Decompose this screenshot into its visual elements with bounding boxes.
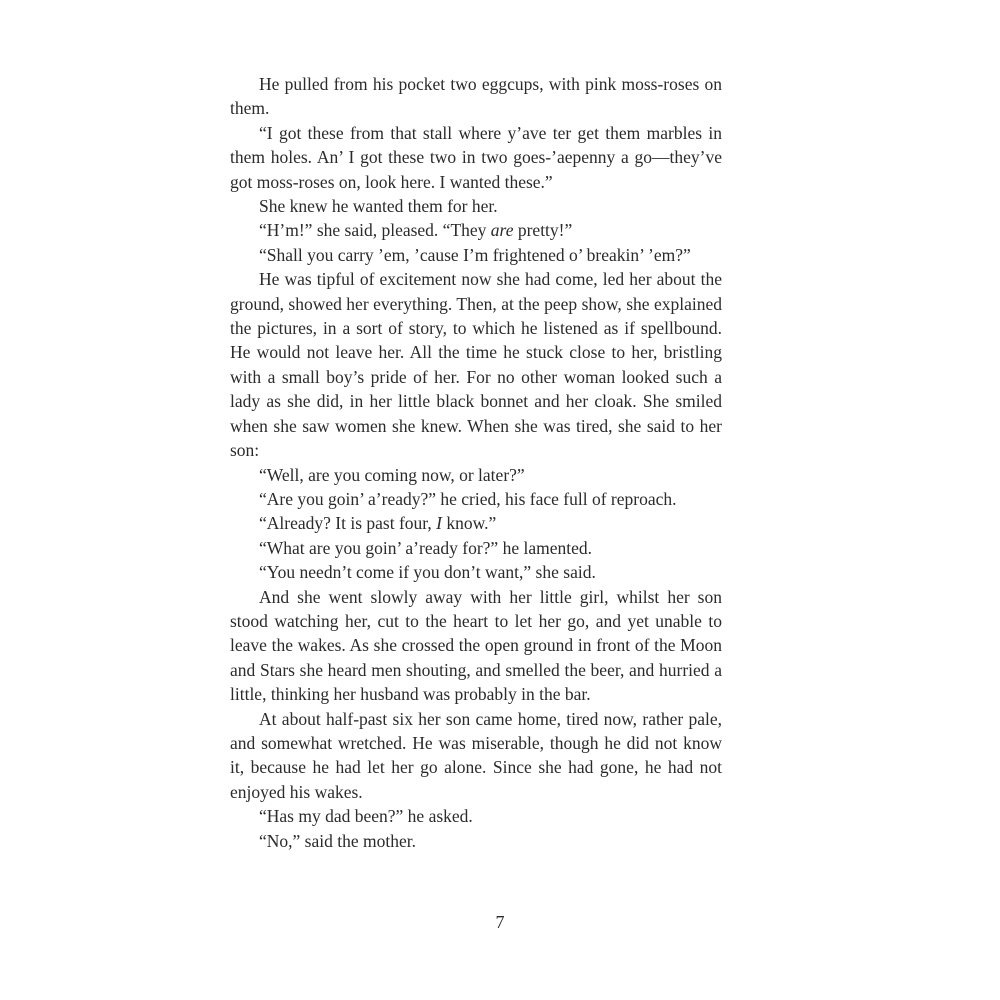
paragraph	[230, 218, 722, 242]
italic-text: are	[490, 220, 514, 241]
paragraph	[230, 560, 722, 584]
text-run: And she went slowly away with her little girl, whilst her son stood watching her, cut to the heart to let her go, and yet unable to leave the wakes. As she crossed the open ground in front of the Moon and Stars she heard men shouting, and smelled the beer, and hurried a little, thinking her husband was probably in the bar.	[230, 586, 722, 705]
text-run: “You needn’t come if you don’t want,” she said.	[259, 562, 596, 583]
paragraph	[230, 72, 722, 121]
text-run: “I got these from that stall where y’ave ter get them marbles in them holes. An’ I got these two in two goes-’aepenny a go—they’ve got moss-roses on, look here. I wanted these.”	[230, 122, 722, 192]
paragraph	[230, 536, 722, 560]
paragraph	[230, 121, 722, 194]
body-text	[230, 72, 722, 853]
text-run: “Already? It is past four,	[259, 513, 437, 534]
text-run: He pulled from his pocket two eggcups, with pink moss-roses on them.	[230, 74, 722, 119]
paragraph	[230, 707, 722, 805]
text-run: “No,” said the mother.	[259, 830, 416, 851]
page-number: 7	[495, 912, 505, 932]
text-run: pretty!”	[513, 220, 573, 241]
text-run: He was tipful of excitement now she had come, led her about the ground, showed her everything. Then, at the peep show, she explained the pictures, in a sort of story, to which he listened as if spellbound. He would not leave her. All the time he stuck close to her, bristling with a small boy’s pride of her. For no other woman looked such a lady as she did, in her little black bonnet and her cloak. She smiled when she saw women she knew. When she was tired, she said to her son:	[230, 269, 722, 461]
paragraph	[230, 829, 722, 853]
text-run: “Well, are you coming now, or later?”	[259, 464, 525, 485]
italic-text: I	[436, 513, 442, 534]
paragraph	[230, 463, 722, 487]
text-run: At about half-past six her son came home, tired now, rather pale, and somewhat wretched. He was miserable, though he did not know it, because he had let her go alone. Since she had gone, he had not enjoyed his wakes.	[230, 708, 722, 802]
paragraph	[230, 267, 722, 462]
paragraph	[230, 194, 722, 218]
text-run: “What are you goin’ a’ready for?” he lamented.	[259, 537, 592, 558]
text-run: “H’m!” she said, pleased. “They	[259, 220, 491, 241]
paragraph	[230, 243, 722, 267]
text-run: She knew he wanted them for her.	[259, 196, 498, 217]
text-run: know.”	[441, 513, 497, 534]
text-run: “Shall you carry ’em, ’cause I’m frightened o’ breakin’ ’em?”	[259, 244, 691, 265]
paragraph	[230, 487, 722, 511]
paragraph	[230, 804, 722, 828]
text-run: “Are you goin’ a’ready?” he cried, his face full of reproach.	[259, 488, 677, 509]
paragraph	[230, 511, 722, 535]
paragraph	[230, 585, 722, 707]
text-run: “Has my dad been?” he asked.	[259, 806, 473, 827]
